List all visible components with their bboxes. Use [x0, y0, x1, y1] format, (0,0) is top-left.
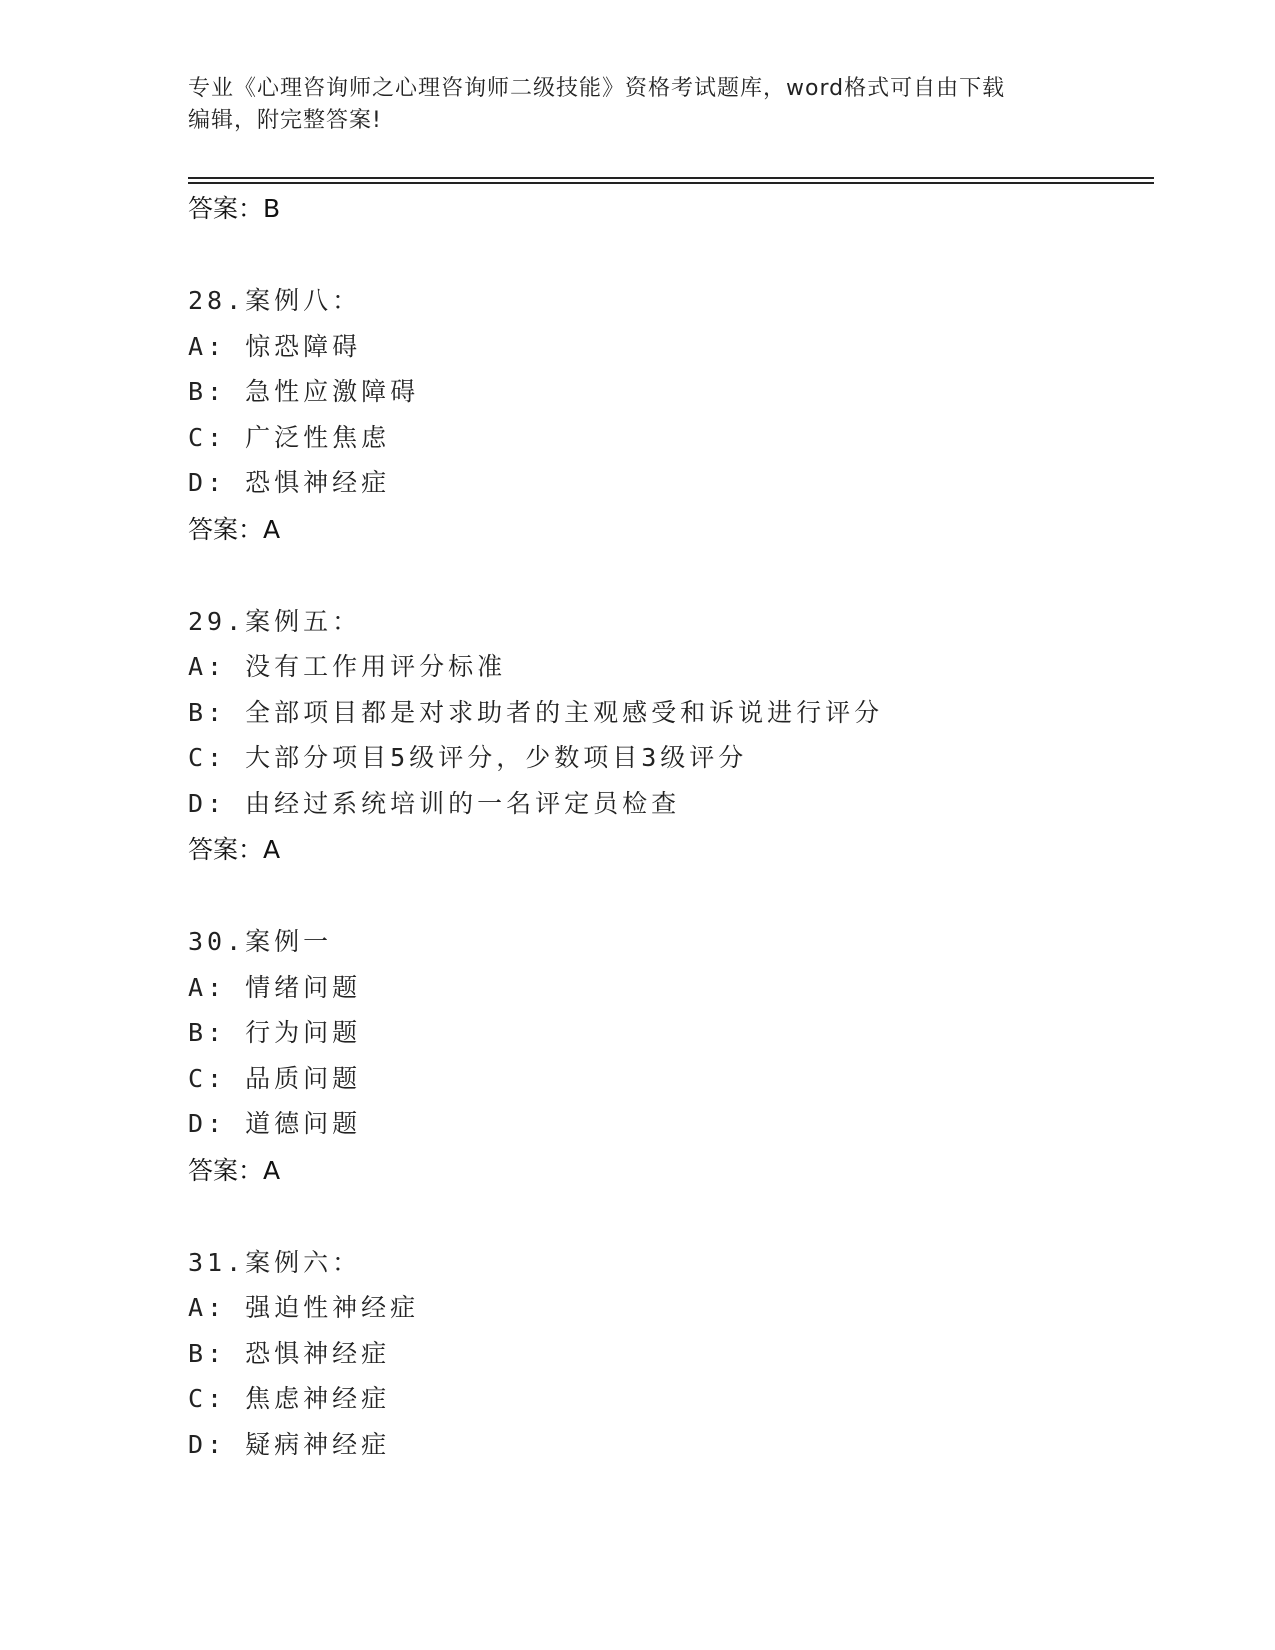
question-title: 30.案例一	[188, 927, 333, 956]
option-a: A: 没有工作用评分标准	[188, 652, 507, 681]
answer-line: 答案：A	[188, 1155, 281, 1185]
option-d: D: 道德问题	[188, 1109, 362, 1138]
option-d: D: 由经过系统培训的一名评定员检查	[188, 788, 681, 818]
option-c: C: 焦虑神经症	[188, 1384, 391, 1413]
answer-line: 答案：B	[188, 194, 281, 223]
header-divider-top	[188, 177, 1154, 179]
option-c: C: 大部分项目5级评分，少数项目3级评分	[188, 743, 748, 772]
option-a: A: 强迫性神经症	[188, 1293, 420, 1322]
question-31	[188, 1240, 1154, 1468]
header-divider-bottom	[188, 182, 1154, 184]
option-c: C: 品质问题	[188, 1063, 362, 1093]
option-b: B: 急性应激障碍	[188, 377, 420, 406]
answer-line: 答案：A	[188, 514, 281, 544]
question-28	[188, 278, 1154, 554]
option-b: B: 恐惧神经症	[188, 1338, 391, 1368]
question-30	[188, 919, 1154, 1195]
document-header	[188, 73, 1068, 137]
question-title: 31.案例六：	[188, 1247, 362, 1277]
question-title: 28.案例八：	[188, 286, 362, 315]
header-line-1: 专业《心理咨询师之心理咨询师二级技能》资格考试题库，word格式可自由下载	[188, 76, 1006, 101]
question-list	[188, 185, 1154, 1467]
answer-line: 答案：A	[188, 835, 281, 864]
option-c: C: 广泛性焦虑	[188, 422, 391, 452]
question-title: 29.案例五：	[188, 606, 362, 636]
option-b: B: 全部项目都是对求助者的主观感受和诉说进行评分	[188, 697, 884, 727]
option-a: A: 情绪问题	[188, 972, 362, 1002]
option-a: A: 惊恐障碍	[188, 331, 362, 361]
question-29	[188, 599, 1154, 875]
option-d: D: 恐惧神经症	[188, 468, 391, 497]
option-d: D: 疑病神经症	[188, 1429, 391, 1459]
option-b: B: 行为问题	[188, 1018, 362, 1047]
header-line-2: 编辑，附完整答案!	[188, 108, 382, 133]
